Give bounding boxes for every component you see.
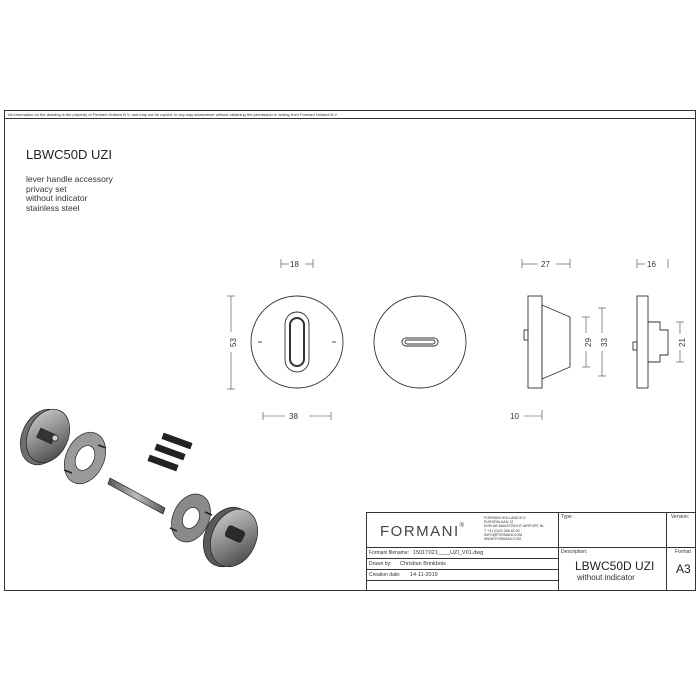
slot-inner xyxy=(405,340,435,344)
spacer-block xyxy=(162,433,192,449)
dim-front-height: 53 xyxy=(229,338,238,347)
description-line: stainless steel xyxy=(26,202,80,213)
version-label: Version: xyxy=(671,514,690,520)
rosette-outline xyxy=(251,296,343,388)
dimension-labels xyxy=(229,260,687,421)
product-code: LBWC50D UZI xyxy=(26,147,112,162)
exploded-view xyxy=(12,402,267,575)
type-label: Type : xyxy=(561,514,575,520)
description-line: without indicator xyxy=(26,193,88,204)
drawn-by-label: Drawn by: xyxy=(369,561,392,567)
spacer-block xyxy=(148,455,178,471)
blank-cell xyxy=(366,580,559,591)
back-side-view xyxy=(633,296,668,388)
cylinder-pin xyxy=(52,435,58,441)
dim-side-29: 29 xyxy=(584,338,593,347)
dim-side-base: 10 xyxy=(510,412,519,421)
filename-label: Formani filename: xyxy=(369,550,410,556)
description-main: LBWC50D UZI xyxy=(575,559,655,573)
title-block xyxy=(366,512,696,591)
format-value: A3 xyxy=(676,562,691,576)
rosette-outline xyxy=(374,296,466,388)
slot xyxy=(402,338,438,346)
description-line: privacy set xyxy=(26,183,67,194)
side-rosette xyxy=(528,296,542,388)
description-label: Description: xyxy=(561,549,588,555)
dimension-lines xyxy=(227,259,684,420)
side-view xyxy=(524,296,570,388)
back-rosette xyxy=(637,296,648,388)
dim-side-33: 33 xyxy=(600,338,609,347)
creation-date-value: 14-11-2019 xyxy=(410,572,438,578)
format-label: Format xyxy=(675,549,691,555)
description-line: lever handle accessory xyxy=(26,174,113,184)
creation-date-label: Creation date: xyxy=(369,572,401,578)
side-body xyxy=(542,305,570,379)
front-view-emergency xyxy=(374,296,466,388)
spindle xyxy=(108,478,165,514)
dim-front-width-top: 18 xyxy=(290,260,299,269)
spacer-block xyxy=(155,444,185,460)
dim-side-depth: 27 xyxy=(541,260,550,269)
side-clip xyxy=(524,330,528,340)
oval-outer xyxy=(285,312,309,372)
dim-back-depth: 16 xyxy=(647,260,656,269)
dim-front-width-bottom: 38 xyxy=(289,412,298,421)
oval-inner xyxy=(290,318,304,366)
back-clip xyxy=(633,342,637,350)
front-view-thumbturn xyxy=(251,296,343,388)
company-address: FORMANI HOLLAND B.V. EUROPALAAN 12 6199 AB MAASTRICHT-AIRPORT NL T +31 (0)43 358 60 00 INFO@FORMANI.COM WWW.FORMANI.COM xyxy=(484,516,545,542)
drawn-by-value: Christian Brinkbois xyxy=(400,561,446,567)
filename-value: 1501T021____UZI_V01.dwg xyxy=(413,550,484,556)
back-profile xyxy=(648,322,668,362)
formani-logo: FORMANI® xyxy=(380,523,466,540)
description-sub: without indicator xyxy=(577,573,635,582)
copyright-notice: All information on the drawing is the property of Formani Holland B.V. and may not be copied, in any way whatsoever without obtaining the permission in writing from Formani Holland B.V. xyxy=(8,112,338,117)
dim-back-height: 21 xyxy=(678,338,687,347)
